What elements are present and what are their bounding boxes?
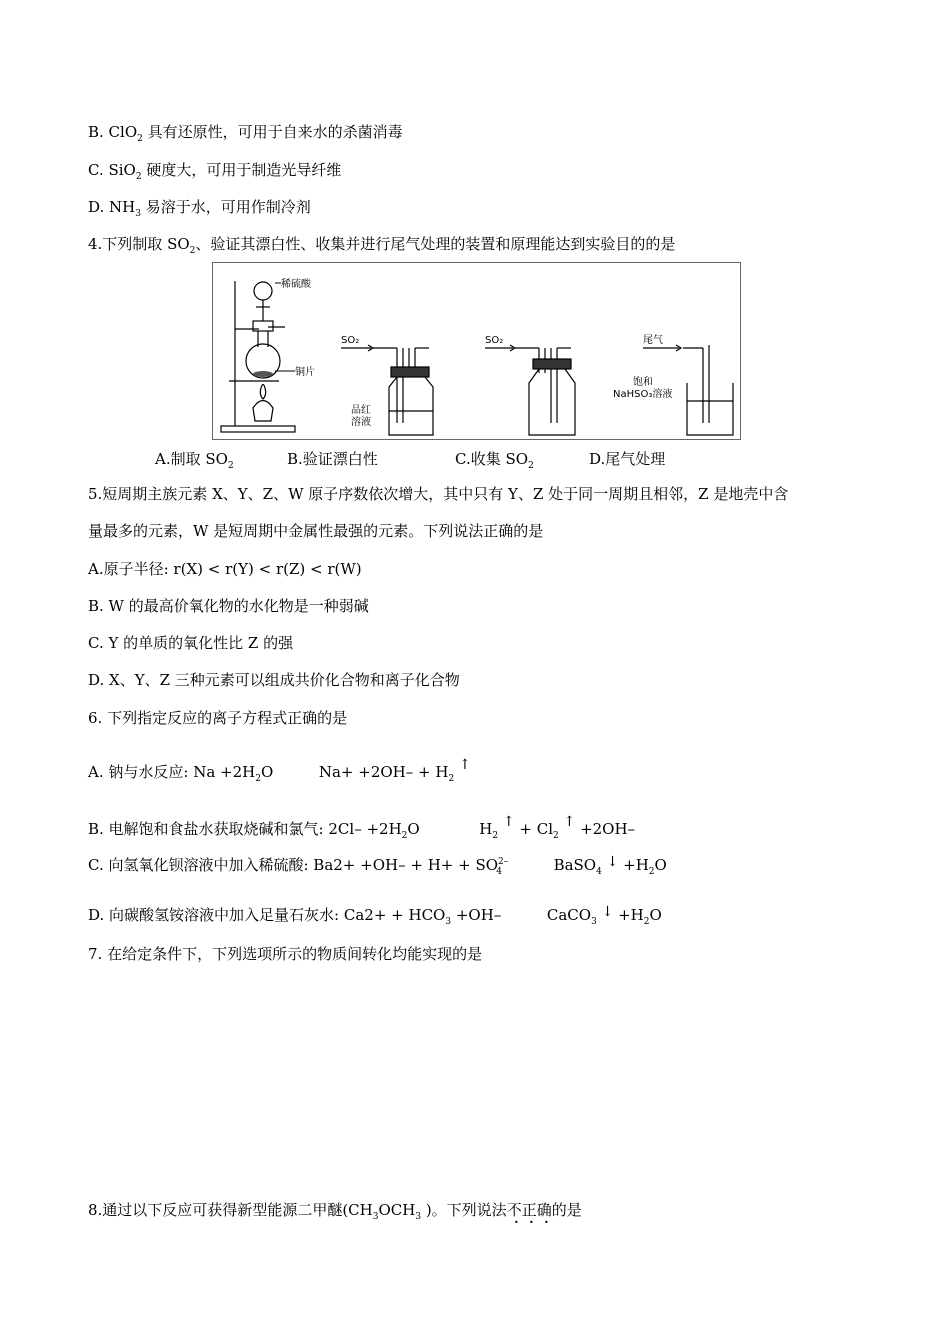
q6-option-b: B. 电解饱和食盐水获取烧碱和氯气: $2Cl- +2H_2O$ $H_2$ ↑ + $Cl_2$ ↑ +2OH– <box>88 814 636 841</box>
gas-arrow-icon: ↑ <box>458 757 471 773</box>
emphasis-char: 不 <box>506 1201 522 1219</box>
gas-arrow-icon: ↑ <box>502 814 515 830</box>
precipitate-arrow-icon: ↓ <box>601 904 614 920</box>
q5-option-c: C. Y 的单质的氧化性比 Z 的强 <box>88 634 294 652</box>
q4-option-c: C.收集 $SO_2$ <box>455 450 534 471</box>
copper-label: 铜片 <box>295 367 315 378</box>
q4-option-d: D.尾气处理 <box>589 450 666 468</box>
q5-stem-line2: 量最多的元素，W 是短周期中金属性最强的元素。下列说法正确的是 <box>88 522 544 540</box>
q5-option-b: B. W 的最高价氧化物的水化物是一种弱碱 <box>88 597 369 615</box>
q4-option-a: A.制取 $SO_2$ <box>155 450 234 471</box>
q4-stem: 4.下列制取 $SO_2$、验证其漂白性、收集并进行尾气处理的装置和原理能达到实验目的的是 <box>88 235 676 256</box>
q6-option-a: A. 钠与水反应: $Na +2H_2O$ $Na+ +2OH- + H_2$ ↑ <box>88 757 471 784</box>
q7-stem: 7. 在给定条件下，下列选项所示的物质间转化均能实现的是 <box>88 945 483 963</box>
q4-apparatus-figure <box>212 262 741 440</box>
nahso3-label: NaHSO₃溶液 <box>613 389 673 400</box>
emphasis-char: 确 <box>536 1201 552 1219</box>
so2-label-b: SO₂ <box>341 335 360 346</box>
q3-option-d: D. $NH_3$ 易溶于水，可用作制冷剂 <box>88 198 311 219</box>
apparatus-drawing <box>213 263 740 439</box>
q8-stem: 8.通过以下反应可获得新型能源二甲醚($CH_3OCH_3$ )。下列说法不正确的是 <box>88 1201 582 1222</box>
precipitate-arrow-icon: ↓ <box>606 854 619 870</box>
saturated-label: 饱和 <box>633 377 653 388</box>
gas-arrow-icon: ↑ <box>563 814 576 830</box>
so2-label-c: SO₂ <box>485 335 504 346</box>
q4-option-b: B.验证漂白性 <box>287 450 378 468</box>
q3-option-b: B. ClO$_2$ 具有还原性，可用于自来水的杀菌消毒 <box>88 123 403 144</box>
q5-option-d: D. X、Y、Z 三种元素可以组成共价化合物和离子化合物 <box>88 671 460 689</box>
q5-stem-line1: 5.短周期主族元素 X、Y、Z、W 原子序数依次增大，其中只有 Y、Z 处于同一周期且相邻，Z 是地壳中含 <box>88 485 789 503</box>
tail-gas-label: 尾气 <box>643 335 663 346</box>
dilute-acid-label: 稀硫酸 <box>281 279 311 290</box>
q3-option-c: C. SiO$_2$ 硬度大，可用于制造光导纤维 <box>88 161 342 182</box>
emphasis-char: 正 <box>521 1201 537 1219</box>
q5-option-a: A.原子半径: r(X) < r(Y) < r(Z) < r(W) <box>88 560 362 578</box>
magenta-label: 品红 <box>351 405 371 416</box>
q6-option-d: D. 向碳酸氢铵溶液中加入足量石灰水: $Ca2+ + HCO_3 +OH-$ CaCO$_3$ ↓ $+H_2O$ <box>88 904 662 927</box>
q6-stem: 6. 下列指定反应的离子方程式正确的是 <box>88 709 348 727</box>
q6-option-c: C. 向氢氧化钡溶液中加入稀硫酸: $Ba2+ +OH- + H+ + SO^{2-}_4$ BaSO$_4$ ↓ $+H_2O$ <box>88 854 667 877</box>
solution-label: 溶液 <box>351 417 371 428</box>
